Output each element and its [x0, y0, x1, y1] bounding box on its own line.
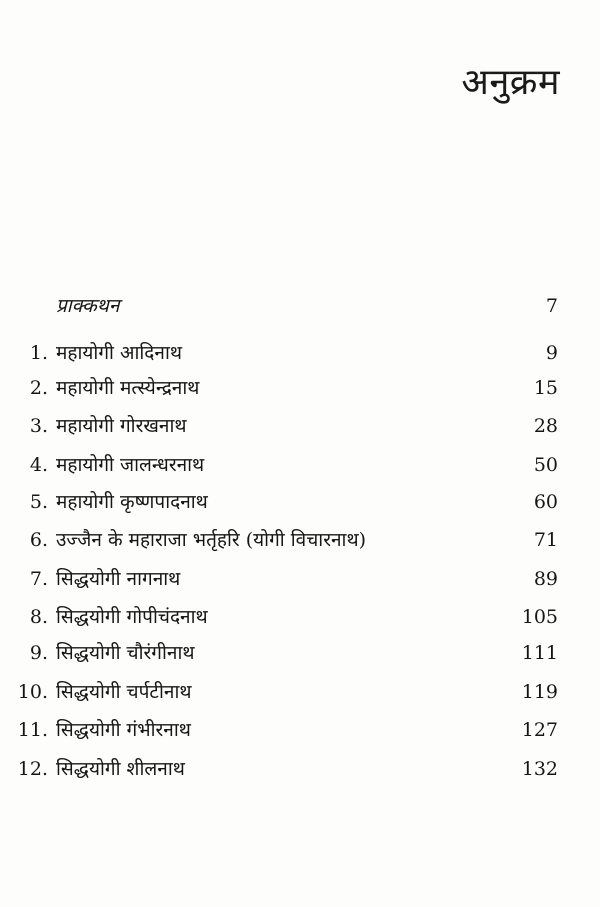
toc-preface-row [0, 289, 600, 323]
toc-entry-number: 6. [29, 529, 48, 551]
toc-entry-title: उज्जैन के महाराजा भर्तृहरि (योगी विचारनाथ) [56, 529, 366, 551]
toc-preface-page: 7 [545, 295, 558, 317]
toc-entry-row [0, 600, 600, 634]
toc-entry-row [0, 409, 600, 443]
page-title: अनुक्रम [461, 62, 560, 103]
toc-entry-page: 9 [545, 342, 558, 364]
toc-entry-number: 3. [29, 415, 48, 437]
toc-entry-number: 11. [17, 719, 48, 741]
toc-entry-number: 9. [29, 642, 48, 664]
toc-entry-title: महायोगी मत्स्येन्द्रनाथ [56, 377, 200, 399]
toc-entry-title: महायोगी कृष्णपादनाथ [56, 491, 208, 513]
toc-entry-title: सिद्धयोगी गोपीचंदनाथ [56, 606, 208, 628]
toc-entry-page: 28 [533, 415, 558, 437]
toc-entry-row [0, 636, 600, 670]
toc-entry-page: 111 [521, 642, 558, 664]
toc-entry-number: 10. [17, 681, 48, 703]
toc-entry-row [0, 675, 600, 709]
toc-entry-page: 127 [521, 719, 558, 741]
toc-entry-title: महायोगी आदिनाथ [56, 342, 183, 364]
toc-entry-number: 2. [29, 377, 48, 399]
toc-entry-title: सिद्धयोगी चौरंगीनाथ [56, 642, 195, 664]
toc-entry-page: 132 [521, 758, 558, 780]
toc-entry-row [0, 752, 600, 786]
toc-entry-row [0, 448, 600, 482]
toc-entry-row [0, 523, 600, 557]
toc-entry-number: 1. [29, 342, 48, 364]
toc-entry-number: 8. [29, 606, 48, 628]
toc-entry-number: 5. [29, 491, 48, 513]
toc-entry-number: 12. [17, 758, 48, 780]
toc-entry-row [0, 562, 600, 596]
toc-entry-title: सिद्धयोगी नागनाथ [56, 568, 181, 590]
toc-entry-title: सिद्धयोगी चर्पटीनाथ [56, 681, 192, 703]
toc-preface-title: प्राक्कथन [56, 295, 120, 317]
toc-entry-page: 119 [521, 681, 558, 703]
toc-entry-page: 105 [521, 606, 558, 628]
toc-entry-title: सिद्धयोगी गंभीरनाथ [56, 719, 191, 741]
toc-entry-page: 89 [533, 568, 558, 590]
toc-entry-page: 71 [533, 529, 558, 551]
toc-entry-page: 15 [533, 377, 558, 399]
toc-entry-page: 60 [533, 491, 558, 513]
toc-entry-number: 7. [29, 568, 48, 590]
toc-entry-row [0, 371, 600, 405]
toc-entry-title: महायोगी जालन्धरनाथ [56, 454, 205, 476]
toc-entry-number: 4. [29, 454, 48, 476]
toc-entry-title: सिद्धयोगी शीलनाथ [56, 758, 185, 780]
toc-entry-page: 50 [533, 454, 558, 476]
toc-entry-row [0, 713, 600, 747]
toc-entry-row [0, 485, 600, 519]
toc-entry-title: महायोगी गोरखनाथ [56, 415, 187, 437]
toc-entry-row [0, 336, 600, 370]
